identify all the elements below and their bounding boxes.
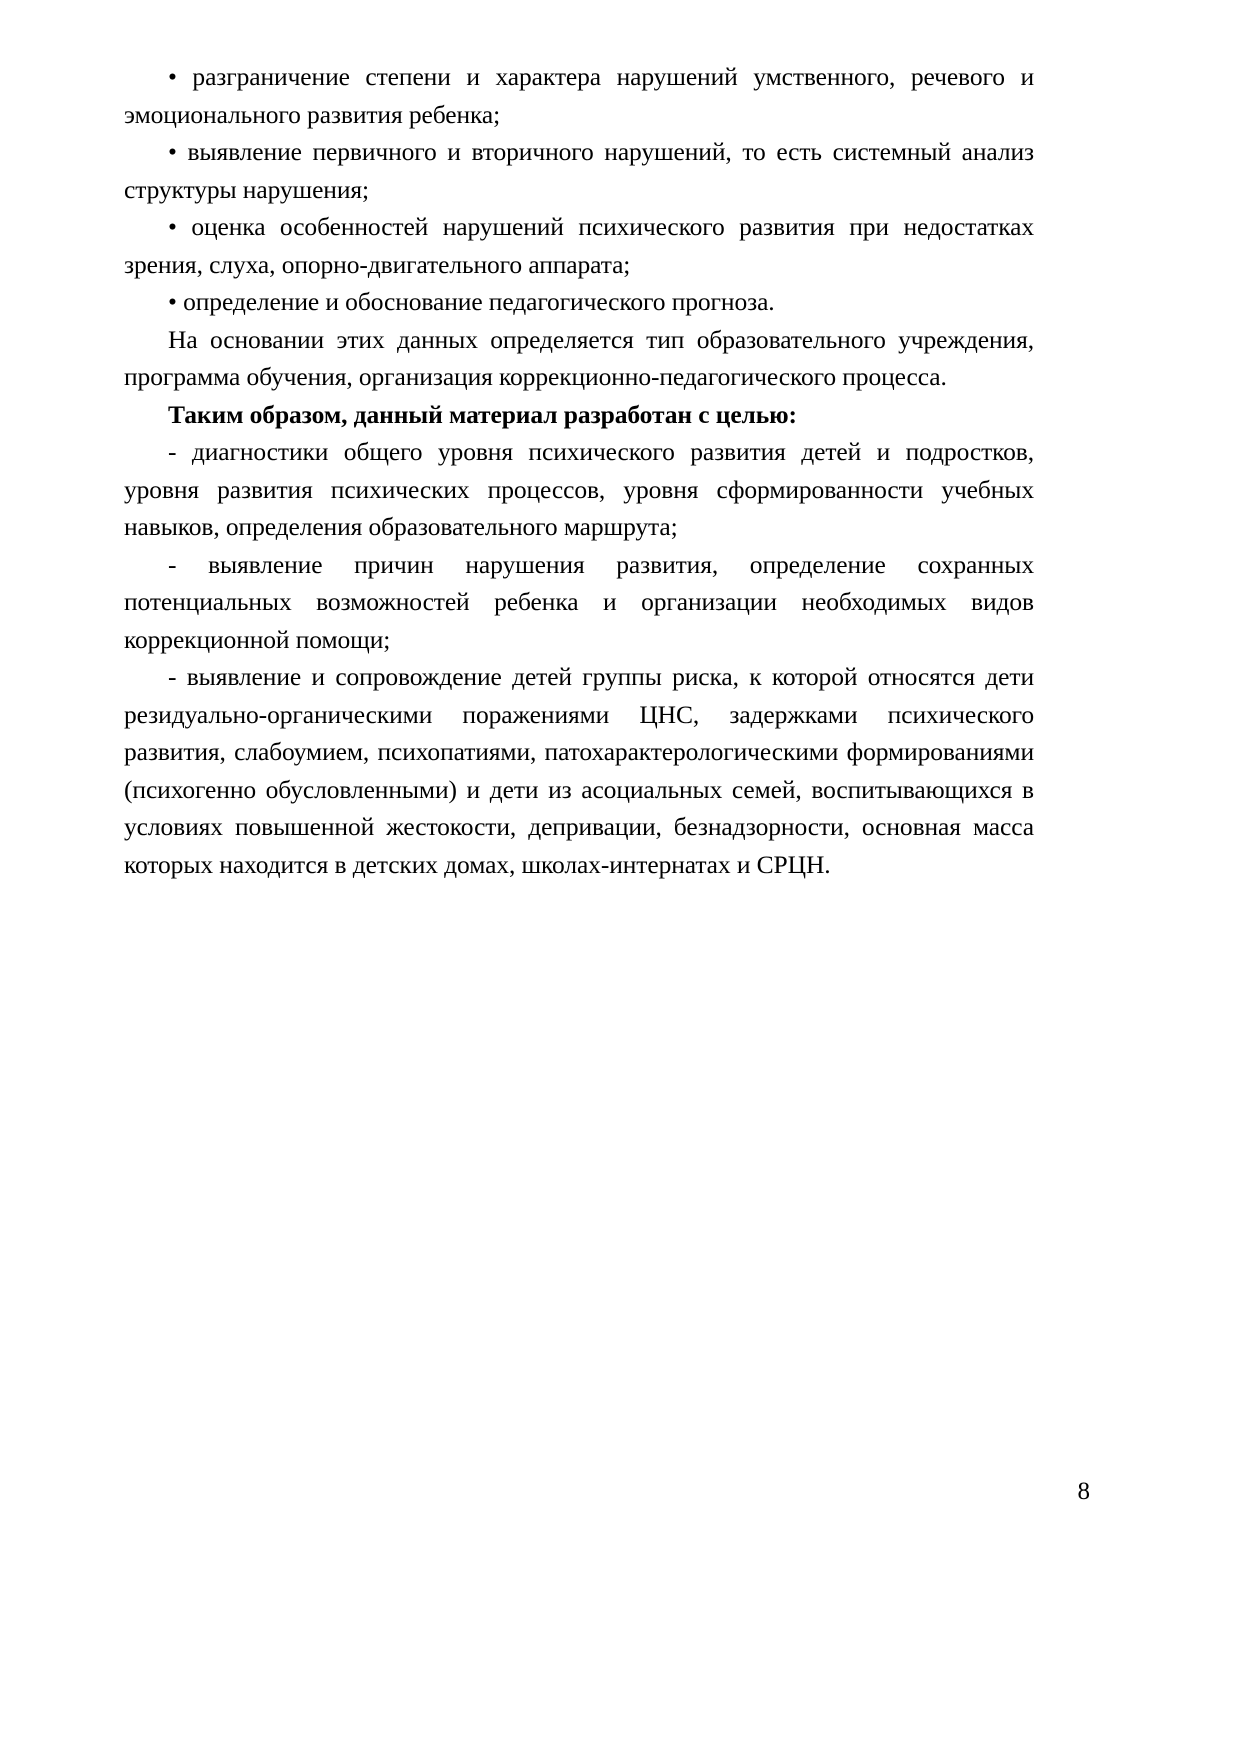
dash-list-item-3: - выявление и сопровождение детей группы риска, к которой относятся дети резидуально-органическими поражениями ЦНС, задержками психического развития, слабоумием, психопатиями, патохарактерологическими формированиями (психогенно обусловленными) и дети из асоциальных семей, воспитывающихся в условиях повышенной жестокости, депривации, безнадзорности, основная масса которых находится в детских домах, школах-интернатах и СРЦН.	[124, 662, 1034, 879]
bullet-list-item-2: • выявление первичного и вторичного нарушений, то есть системный анализ структуры нарушения;	[124, 137, 1034, 204]
dash-list-item-1: - диагностики общего уровня психического развития детей и подростков, уровня развития психических процессов, уровня сформированности учебных навыков, определения образовательного маршрута;	[124, 437, 1034, 541]
dash-list-item-2: - выявление причин нарушения развития, определение сохранных потенциальных возможностей ребенка и организации необходимых видов коррекционной помощи;	[124, 549, 1034, 654]
bullet-list-item-4: • определение и обоснование педагогического прогноза.	[168, 287, 775, 316]
section-heading: Таким образом, данный материал разработан с целью:	[168, 399, 797, 429]
body-paragraph-1: На основании этих данных определяется тип образовательного учреждения, программа обучения, организация коррекционно-педагогического процесса.	[124, 324, 1034, 391]
bullet-list-item-3: • оценка особенностей нарушений психического развития при недостатках зрения, слуха, опорно-двигательного аппарата;	[124, 212, 1034, 279]
page-number: 8	[1077, 1478, 1090, 1505]
bullet-list-item-1: • разграничение степени и характера нарушений умственного, речевого и эмоционального развития ребенка;	[124, 62, 1034, 129]
page-content	[124, 58, 1034, 883]
